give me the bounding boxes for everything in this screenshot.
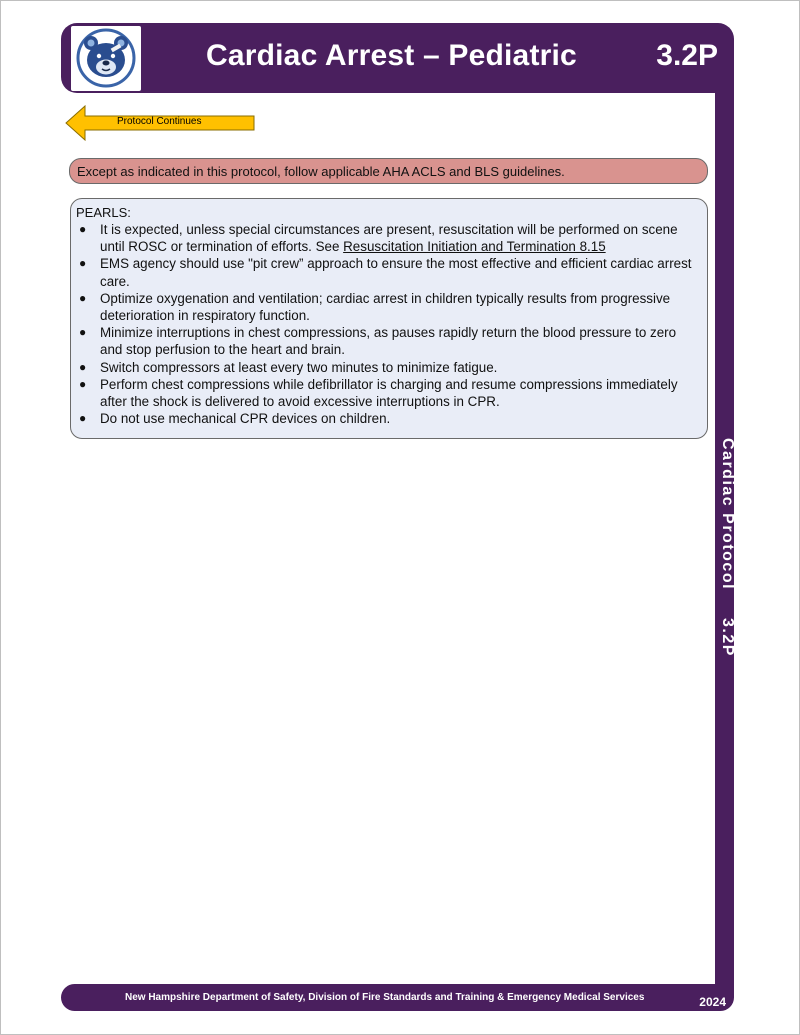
list-item <box>77 255 697 289</box>
footer-text: New Hampshire Department of Safety, Division of Fire Standards and Training & Emergency Medical Services <box>125 992 645 1003</box>
bullet-icon: ● <box>79 222 87 236</box>
pearls-list <box>77 221 697 427</box>
bullet-icon: ● <box>79 290 87 305</box>
pearl-text: Minimize interruptions in chest compressions, as pauses rapidly return the blood pressure to zero and stop perfusion to the heart and brain. <box>100 325 677 358</box>
logo <box>71 26 141 91</box>
protocol-continues-button[interactable] <box>65 105 257 141</box>
pearl-text: Optimize oxygenation and ventilation; cardiac arrest in children typically results from progressive deterioration in respiratory function. <box>100 290 671 324</box>
list-item <box>77 359 697 376</box>
list-item <box>77 324 697 358</box>
bullet-icon: ● <box>79 411 87 426</box>
header-banner <box>61 23 734 93</box>
protocol-continues-label: Protocol Continues <box>117 116 202 127</box>
bullet-icon: ● <box>79 256 87 271</box>
pearls-box <box>70 198 708 439</box>
pearl-text: Perform chest compressions while defibrillator is charging and resume compressions immediately after the shock is delivered to avoid excessive interruptions in CPR. <box>100 376 678 410</box>
resuscitation-link[interactable]: Resuscitation Initiation and Termination 8.15 <box>343 239 606 255</box>
protocol-code: 3.2P <box>656 39 718 72</box>
list-item <box>77 376 697 410</box>
pearl-text: Do not use mechanical CPR devices on children. <box>100 411 391 427</box>
pearls-title: PEARLS: <box>76 205 131 220</box>
list-item <box>77 410 697 427</box>
bullet-icon: ● <box>79 325 87 340</box>
page-title: Cardiac Arrest – Pediatric <box>206 39 577 72</box>
side-label-text: Cardiac Protocol <box>719 438 736 591</box>
pearl-text: It is expected, unless special circumstances are present, resuscitation will be performed on scene until ROSC or termination of efforts. See <box>100 222 678 255</box>
footer-banner <box>61 984 734 1011</box>
pearl-text: Switch compressors at least every two minutes to minimize fatigue. <box>100 359 498 375</box>
footer-year: 2024 <box>699 995 726 1009</box>
list-item <box>77 221 697 255</box>
guideline-notice <box>69 158 708 184</box>
side-label-code: 3.2P <box>719 618 736 657</box>
bullet-icon: ● <box>79 376 87 391</box>
teddy-bear-icon <box>71 26 141 91</box>
side-label <box>716 438 736 657</box>
guideline-notice-text: Except as indicated in this protocol, follow applicable AHA ACLS and BLS guidelines. <box>77 164 565 179</box>
bullet-icon: ● <box>79 359 87 374</box>
list-item <box>77 290 697 324</box>
pearl-text: EMS agency should use "pit crew” approach to ensure the most effective and efficient cardiac arrest care. <box>100 256 692 289</box>
